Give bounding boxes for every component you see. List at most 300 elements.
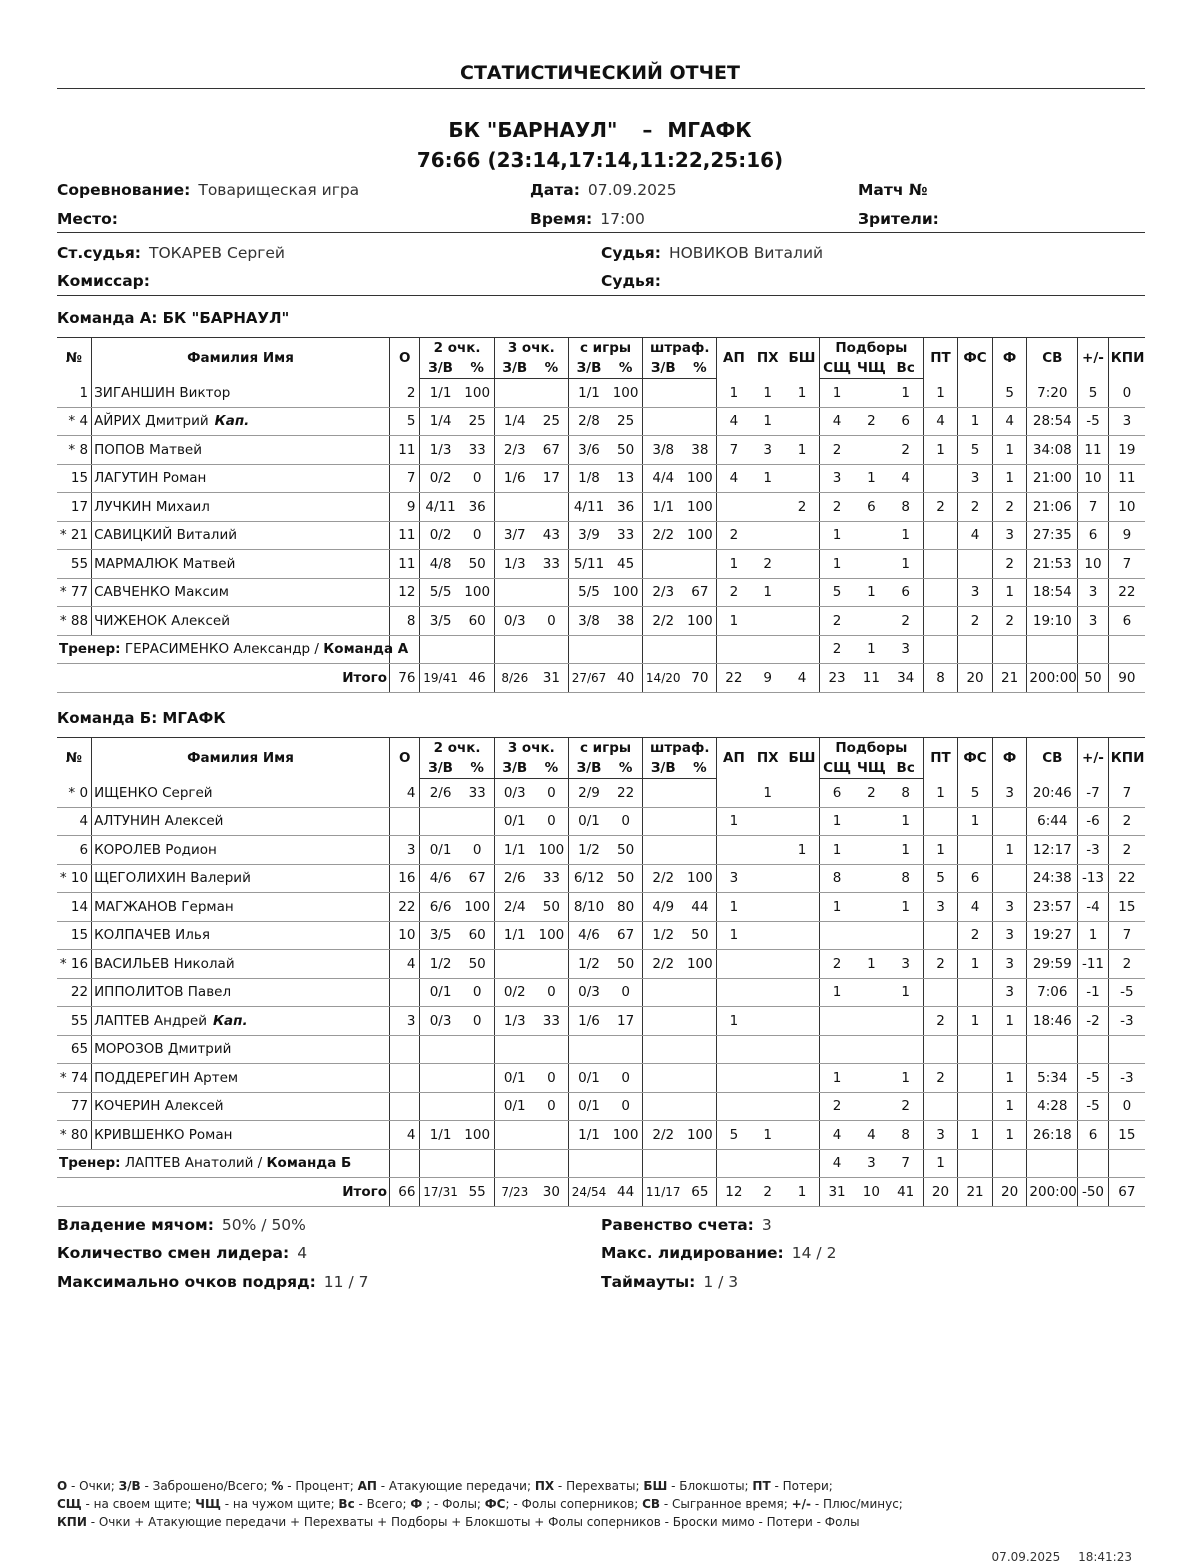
stat-p3p (535, 578, 569, 607)
stat-sv: 6:44 (1027, 807, 1078, 836)
player-row (57, 493, 1145, 522)
stat-o: 4 (389, 779, 420, 808)
stat-ss: 2 (820, 607, 855, 636)
empty-cell (992, 1149, 1027, 1178)
stat-kpi: 7 (1108, 921, 1145, 950)
player-name-cell (92, 464, 390, 493)
stat-o: 16 (389, 864, 420, 893)
legend-key: +/- (791, 1497, 811, 1511)
stat-p3: 0/3 (494, 779, 535, 808)
stat-fg: 1/1 (568, 379, 609, 408)
stat-ph (750, 493, 785, 522)
team-a-stats-table (57, 337, 1145, 693)
legend-desc: - Блокшоты; (667, 1479, 753, 1493)
stat-ap: 3 (717, 864, 751, 893)
stat-fs: 1 (958, 1007, 993, 1036)
stat-kpi: 22 (1108, 864, 1145, 893)
stat-f: 1 (992, 1092, 1027, 1121)
empty-cell (461, 635, 495, 664)
stat-p2p: 33 (461, 779, 495, 808)
possession-row (57, 1216, 306, 1234)
stat-sv: 21:53 (1027, 550, 1078, 579)
total-pm: 50 (1078, 664, 1109, 693)
stat-p2p: 100 (461, 893, 495, 922)
total-o: 76 (389, 664, 420, 693)
stat-p2p: 100 (461, 1121, 495, 1150)
stat-p3: 0/1 (494, 1092, 535, 1121)
stat-ph (750, 607, 785, 636)
stat-ap: 1 (717, 893, 751, 922)
commissioner-row (57, 272, 150, 290)
stat-pt: 2 (923, 493, 958, 522)
empty-cell (609, 1149, 643, 1178)
stat-p2: 3/5 (420, 921, 461, 950)
stat-bsh (785, 807, 820, 836)
col-stl-header: ПХ (750, 738, 785, 779)
stat-p3p (535, 1035, 569, 1064)
stat-ftp: 100 (683, 607, 717, 636)
stat-f: 1 (992, 1064, 1027, 1093)
stat-f: 1 (992, 436, 1027, 465)
legend-line-2 (57, 1495, 1147, 1513)
total-f: 20 (992, 1178, 1027, 1207)
stat-p3: 3/7 (494, 521, 535, 550)
stat-pm: 7 (1078, 493, 1109, 522)
stat-fs: 3 (958, 578, 993, 607)
player-number: * 4 (57, 407, 92, 436)
col-2pt-header: 2 очк. (420, 338, 494, 359)
possession-label: Владение мячом: (57, 1216, 214, 1234)
stat-ap (717, 836, 751, 865)
empty-cell (717, 1149, 751, 1178)
total-p3p: 31 (535, 664, 569, 693)
captain-badge: Кап. (214, 413, 250, 430)
stat-p3: 1/6 (494, 464, 535, 493)
stat-cs (854, 921, 889, 950)
stat-sv (1027, 1035, 1078, 1064)
total-ss: 23 (820, 664, 855, 693)
stat-p3 (494, 1035, 535, 1064)
stat-f: 2 (992, 607, 1027, 636)
legend-key: Ф (410, 1497, 423, 1511)
stat-pm: -6 (1078, 807, 1109, 836)
stat-fg (568, 1035, 609, 1064)
ties-row (601, 1216, 772, 1234)
stat-ap: 1 (717, 550, 751, 579)
empty-cell (609, 635, 643, 664)
stat-pm: 10 (1078, 464, 1109, 493)
stat-pt: 1 (923, 779, 958, 808)
player-name: АЙРИХ Дмитрий (94, 413, 209, 430)
stat-pt: 5 (923, 864, 958, 893)
stat-ss: 2 (820, 1092, 855, 1121)
stat-fg: 1/1 (568, 1121, 609, 1150)
stat-kpi: 6 (1108, 607, 1145, 636)
legend-key: СЩ (57, 1497, 82, 1511)
stat-p2p: 50 (461, 550, 495, 579)
col-ft-pct-header: % (683, 358, 717, 379)
stat-ss: 4 (820, 1121, 855, 1150)
stat-kpi: -3 (1108, 1064, 1145, 1093)
stat-vs: 1 (889, 978, 924, 1007)
col-pm-header: +/- (1078, 738, 1109, 779)
stat-ftp: 100 (683, 464, 717, 493)
stat-fs: 1 (958, 950, 993, 979)
col-min-header: СВ (1027, 338, 1078, 379)
stat-ap: 1 (717, 921, 751, 950)
stat-p2p: 100 (461, 578, 495, 607)
stat-ftp (683, 1035, 717, 1064)
player-name: ПОДДЕРЕГИН Артем (94, 1069, 239, 1086)
col-no-header: № (57, 738, 92, 779)
stat-ss (820, 921, 855, 950)
info-divider-2 (57, 295, 1145, 296)
stat-pm: 6 (1078, 1121, 1109, 1150)
stat-ft (643, 1035, 684, 1064)
col-fg-made-att-header: З/В (568, 758, 609, 779)
empty-cell (643, 1149, 684, 1178)
stat-f: 1 (992, 836, 1027, 865)
stat-pm: -5 (1078, 1064, 1109, 1093)
col-points-header: О (389, 338, 420, 379)
stat-cs: 1 (854, 464, 889, 493)
col-treb-header: Вс (889, 758, 924, 779)
stat-p3: 0/2 (494, 978, 535, 1007)
stat-p3p: 50 (535, 893, 569, 922)
stat-ss (820, 1007, 855, 1036)
col-2pt-header: 2 очк. (420, 738, 494, 759)
stat-vs: 1 (889, 379, 924, 408)
player-number: * 80 (57, 1121, 92, 1150)
stat-pt: 2 (923, 950, 958, 979)
team-a-heading: Команда А: БК "БАРНАУЛ" (57, 309, 290, 327)
stat-ftp (683, 978, 717, 1007)
stat-cs (854, 1092, 889, 1121)
stat-ph (750, 1035, 785, 1064)
col-ft-pct-header: % (683, 758, 717, 779)
stat-p3: 2/3 (494, 436, 535, 465)
col-ft-made-att-header: З/В (643, 758, 684, 779)
stat-ap: 2 (717, 578, 751, 607)
stat-ftp: 100 (683, 1121, 717, 1150)
player-row (57, 379, 1145, 408)
player-row (57, 436, 1145, 465)
stat-f: 1 (992, 1007, 1027, 1036)
col-ast-header: АП (717, 738, 751, 779)
col-2pt-made-att-header: З/В (420, 358, 461, 379)
stat-ss (820, 1035, 855, 1064)
stat-fgp: 0 (609, 978, 643, 1007)
col-dreb-header: СЩ (820, 758, 855, 779)
stat-p3: 0/1 (494, 807, 535, 836)
stat-ss: 6 (820, 779, 855, 808)
total-ph: 9 (750, 664, 785, 693)
stat-fgp: 50 (609, 836, 643, 865)
stat-p3 (494, 379, 535, 408)
player-name-cell (92, 1092, 390, 1121)
stat-vs: 1 (889, 521, 924, 550)
stat-bsh (785, 1035, 820, 1064)
stat-o (389, 978, 420, 1007)
coach-treb: 3 (889, 635, 924, 664)
player-name: ИЩЕНКО Сергей (94, 784, 213, 801)
player-row (57, 779, 1145, 808)
player-name-cell (92, 950, 390, 979)
empty-cell (1027, 1149, 1078, 1178)
stat-kpi: 2 (1108, 807, 1145, 836)
stat-bsh (785, 893, 820, 922)
stat-kpi: 0 (1108, 1092, 1145, 1121)
stat-ss: 1 (820, 807, 855, 836)
total-sv: 200:00 (1027, 664, 1078, 693)
stat-fs: 1 (958, 1121, 993, 1150)
coach-team: Команда А (323, 641, 409, 658)
stat-fs: 4 (958, 521, 993, 550)
stat-vs: 8 (889, 493, 924, 522)
player-number: 55 (57, 550, 92, 579)
stat-fs (958, 379, 993, 408)
stat-pt (923, 921, 958, 950)
legend-desc: ; - Фолы; (422, 1497, 485, 1511)
player-row (57, 1121, 1145, 1150)
legend-desc: - Атакующие передачи; (376, 1479, 535, 1493)
print-timestamp (992, 1550, 1132, 1564)
stat-vs: 1 (889, 807, 924, 836)
stat-bsh: 1 (785, 836, 820, 865)
total-o: 66 (389, 1178, 420, 1207)
ref2-label: Судья: (601, 272, 661, 290)
total-label: Итого (57, 664, 389, 693)
stat-kpi: 22 (1108, 578, 1145, 607)
stat-ft: 2/2 (643, 1121, 684, 1150)
col-fg-pct-header: % (609, 358, 643, 379)
spectators-label: Зрители: (858, 210, 939, 228)
col-fg-made-att-header: З/В (568, 358, 609, 379)
stat-f: 2 (992, 493, 1027, 522)
stat-vs: 1 (889, 836, 924, 865)
stat-p3 (494, 950, 535, 979)
stat-ph (750, 864, 785, 893)
stat-p3p: 0 (535, 1092, 569, 1121)
stat-fg: 0/3 (568, 978, 609, 1007)
stat-pm: 3 (1078, 607, 1109, 636)
stat-p2: 0/1 (420, 978, 461, 1007)
report-title: СТАТИСТИЧЕСКИЙ ОТЧЕТ (460, 62, 740, 84)
stat-p2: 1/1 (420, 379, 461, 408)
stat-ph: 2 (750, 550, 785, 579)
competition-row (57, 181, 359, 199)
legend (57, 1477, 1147, 1531)
total-ap: 12 (717, 1178, 751, 1207)
player-name-cell (92, 1035, 390, 1064)
player-number: * 8 (57, 436, 92, 465)
stat-ph (750, 836, 785, 865)
stat-ftp (683, 1064, 717, 1093)
title-divider (57, 88, 1145, 89)
total-ftp: 70 (683, 664, 717, 693)
stat-fgp: 100 (609, 578, 643, 607)
stat-ss: 1 (820, 521, 855, 550)
player-name: ЛУЧКИН Михаил (94, 498, 210, 515)
stat-o: 11 (389, 521, 420, 550)
empty-cell (535, 1149, 569, 1178)
stat-cs (854, 1064, 889, 1093)
stat-kpi: 9 (1108, 521, 1145, 550)
player-name-cell (92, 493, 390, 522)
stat-o: 12 (389, 578, 420, 607)
stat-pm: -5 (1078, 1092, 1109, 1121)
stat-ft: 2/2 (643, 864, 684, 893)
player-row (57, 864, 1145, 893)
total-fg: 24/54 (568, 1178, 609, 1207)
stat-ap: 5 (717, 1121, 751, 1150)
info-divider-1 (57, 232, 1145, 233)
empty-cell (1078, 1149, 1109, 1178)
total-fg: 27/67 (568, 664, 609, 693)
stat-o: 3 (389, 1007, 420, 1036)
stat-ap (717, 779, 751, 808)
stat-p2: 1/2 (420, 950, 461, 979)
legend-desc: ; - Фолы соперников; (505, 1497, 643, 1511)
col-pm-header: +/- (1078, 338, 1109, 379)
col-3pt-header: 3 очк. (494, 738, 568, 759)
coach-row (57, 635, 1145, 664)
stat-o: 2 (389, 379, 420, 408)
stat-f (992, 807, 1027, 836)
stat-sv: 29:59 (1027, 950, 1078, 979)
stat-sv: 27:35 (1027, 521, 1078, 550)
stat-vs: 1 (889, 1064, 924, 1093)
stat-o: 7 (389, 464, 420, 493)
stat-vs: 2 (889, 436, 924, 465)
stat-ft (643, 1064, 684, 1093)
player-name-cell (92, 607, 390, 636)
player-row (57, 1064, 1145, 1093)
empty-cell (494, 1149, 535, 1178)
stat-f: 3 (992, 978, 1027, 1007)
stat-ss: 1 (820, 1064, 855, 1093)
player-name: КРИВШЕНКО Роман (94, 1126, 233, 1143)
stat-ss: 1 (820, 550, 855, 579)
stat-ap: 1 (717, 607, 751, 636)
legend-desc: - Процент; (283, 1479, 358, 1493)
total-ft: 14/20 (643, 664, 684, 693)
legend-line-1 (57, 1477, 1147, 1495)
stat-p3: 0/1 (494, 1064, 535, 1093)
stat-ft (643, 407, 684, 436)
stat-o: 4 (389, 950, 420, 979)
stat-fgp: 45 (609, 550, 643, 579)
stat-pm: -13 (1078, 864, 1109, 893)
player-row (57, 550, 1145, 579)
ref1-value: НОВИКОВ Виталий (668, 244, 824, 262)
stat-ft: 3/8 (643, 436, 684, 465)
total-ss: 31 (820, 1178, 855, 1207)
stat-vs: 8 (889, 1121, 924, 1150)
total-bsh: 4 (785, 664, 820, 693)
col-min-header: СВ (1027, 738, 1078, 779)
stat-p2p: 25 (461, 407, 495, 436)
ties-label: Равенство счета: (601, 1216, 754, 1234)
stat-kpi: 7 (1108, 779, 1145, 808)
player-name-cell (92, 1121, 390, 1150)
col-to-header: ПТ (923, 738, 958, 779)
stat-ph: 1 (750, 464, 785, 493)
player-row (57, 1092, 1145, 1121)
stat-ftp: 50 (683, 921, 717, 950)
stat-fgp: 22 (609, 779, 643, 808)
stat-ap: 4 (717, 407, 751, 436)
stat-ph: 3 (750, 436, 785, 465)
stat-sv: 5:34 (1027, 1064, 1078, 1093)
stat-ftp (683, 1007, 717, 1036)
stat-ph (750, 521, 785, 550)
empty-cell (958, 1149, 993, 1178)
stat-f: 3 (992, 779, 1027, 808)
empty-cell (461, 1149, 495, 1178)
stat-vs: 6 (889, 407, 924, 436)
stat-bsh (785, 1007, 820, 1036)
total-pt: 8 (923, 664, 958, 693)
player-number: * 16 (57, 950, 92, 979)
team-b-name: МГАФК (667, 118, 752, 142)
col-fg-pct-header: % (609, 758, 643, 779)
stat-sv: 24:38 (1027, 864, 1078, 893)
stat-fs (958, 1064, 993, 1093)
stat-sv: 7:20 (1027, 379, 1078, 408)
stat-cs: 1 (854, 950, 889, 979)
stat-fgp: 36 (609, 493, 643, 522)
coach-oreb: 3 (854, 1149, 889, 1178)
stat-pt (923, 550, 958, 579)
stat-bsh (785, 607, 820, 636)
coach-label: Тренер: (59, 1155, 121, 1172)
stat-vs: 2 (889, 1092, 924, 1121)
stat-sv: 20:46 (1027, 779, 1078, 808)
stat-bsh (785, 864, 820, 893)
stat-f: 1 (992, 578, 1027, 607)
player-number: 14 (57, 893, 92, 922)
stat-ap: 7 (717, 436, 751, 465)
stat-ap: 2 (717, 521, 751, 550)
max-run-row (57, 1273, 368, 1291)
col-fd-header: ФС (958, 338, 993, 379)
stat-fg: 3/9 (568, 521, 609, 550)
player-number: 15 (57, 921, 92, 950)
stat-kpi: 0 (1108, 379, 1145, 408)
player-name: ПОПОВ Матвей (94, 441, 202, 458)
stat-p3p: 100 (535, 921, 569, 950)
spectators-row (858, 210, 939, 228)
stat-p3p: 0 (535, 607, 569, 636)
stat-bsh (785, 978, 820, 1007)
stat-fgp: 50 (609, 864, 643, 893)
stat-vs: 2 (889, 607, 924, 636)
player-name-cell (92, 521, 390, 550)
stat-p2: 4/11 (420, 493, 461, 522)
stat-o: 8 (389, 607, 420, 636)
stat-o: 11 (389, 550, 420, 579)
stat-ph (750, 807, 785, 836)
stat-ft: 1/2 (643, 921, 684, 950)
stat-pm: 1 (1078, 921, 1109, 950)
stat-fgp: 0 (609, 807, 643, 836)
col-ft-made-att-header: З/В (643, 358, 684, 379)
player-name-cell (92, 407, 390, 436)
col-ast-header: АП (717, 338, 751, 379)
stat-sv: 18:54 (1027, 578, 1078, 607)
col-eff-header: КПИ (1108, 338, 1145, 379)
